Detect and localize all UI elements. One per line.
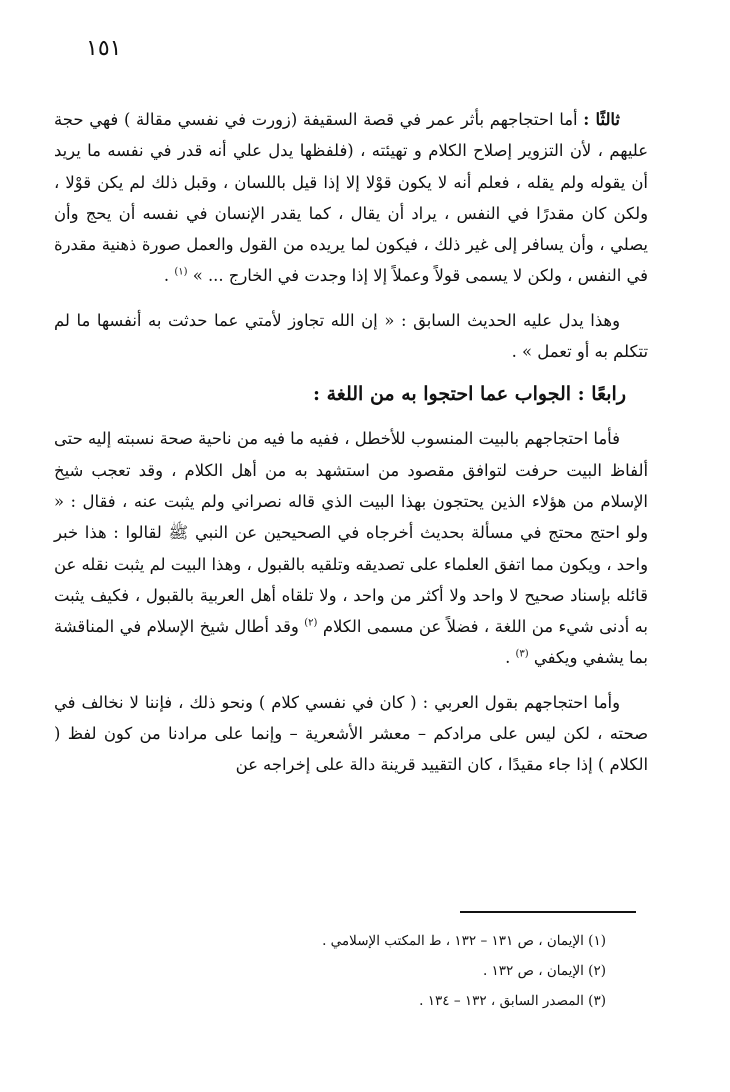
footnotes [54,926,606,1016]
paragraph-third-point [54,104,648,292]
footnote: (٣) المصدر السابق ، ١٣٢ – ١٣٤ . [419,993,606,1009]
footnote-ref: (١) [174,267,188,279]
paragraph-akhtal [54,423,648,673]
paragraph-arab-saying: وأما احتجاجهم بقول العربي : ( كان في نفسي كلام ) ونحو ذلك ، فإننا لا نخالف في صحته ، لكن ليس على مرادكم – معشر الأشعرية – وإنما على مرادنا من كون لفظ ( الكلام ) إذا جاء مقيدًا ، كان التقييد قرينة دالة على إخراجه عن [54,692,648,775]
footnote-divider [460,911,636,913]
footnote-ref: (٣) [515,648,529,660]
page-number: ١٥١ [86,36,122,61]
paragraph-text: وقد أطال شيخ الإسلام في المناقشة بما يشفي ويكفي [54,617,648,668]
footnote: (١) الإيمان ، ص ١٣١ – ١٣٢ ، ط المكتب الإسلامي . [322,933,606,949]
paragraph-hadith: وهذا يدل عليه الحديث السابق : « إن الله تجاوز لأمتي عما حدثت به أنفسها ما لم تتكلم به أو تعمل » . [54,310,648,362]
paragraph-text: فأما احتجاجهم بالبيت المنسوب للأخطل ، ففيه ما فيه من ناحية صحة نسبته إليه حتى ألفاظ البيت حرفت لتوافق مقصود من استشهد به من أهل الكلام ، وقد تعجب شيخ الإسلام من هؤلاء الذين يحتجون بهذا البيت الذي قاله نصراني ولم يثبت عنه ، فقال : « ولو احتج محتج في مسألة بحديث أخرجاه في الصحيحين عن النبي ﷺ لقالوا : هذا خبر واحد ، ويكون مما اتفق العلماء على تصديقه وتلقيه بالقبول ، وهذا البيت لم يثبت نقله عن قائله بإسناد صحيح لا واحد ولا أكثر من واحد ، ولا تلقاه أهل العربية بالقبول ، فكيف يثبت به أدنى شيء من اللغة ، فضلاً عن مسمى الكلام [54,429,648,637]
paragraph-text: أما احتجاجهم بأثر عمر في قصة السقيفة (زورت في نفسي مقالة ) فهي حجة عليهم ، لأن التزوير إصلاح الكلام و تهيئته ، (فلفظها يدل علي أنه قدر في نفسه ما يريد أن يقوله ولم يقله ، فعلم أنه لا يكون قوْلا إلا إذا قيل باللسان ، وقبل ذلك لم يكن قوْلا ، ولكن كان مقدرًا في النفس ، يراد أن يقال ، كما يقدر الإنسان في نفسه أن يحج وأن يصلي ، وأن يسافر إلى غير ذلك ، فيكون لما يريده من القول والعمل صورة ذهنية مقدرة في النفس ، ولكن لا يسمى قولاً وعملاً إلا إذا وجدت في الخارج ... » [54,110,649,286]
body-text [54,104,648,781]
paragraph-end: . [163,266,175,286]
footnote: (٢) الإيمان ، ص ١٣٢ . [482,963,606,979]
section-heading: رابعًا : الجواب عما احتجوا به من اللغة : [312,383,626,406]
point-label: ثالثًا : [583,110,620,129]
paragraph-end: . [505,648,516,668]
footnote-ref: (٢) [304,617,318,629]
